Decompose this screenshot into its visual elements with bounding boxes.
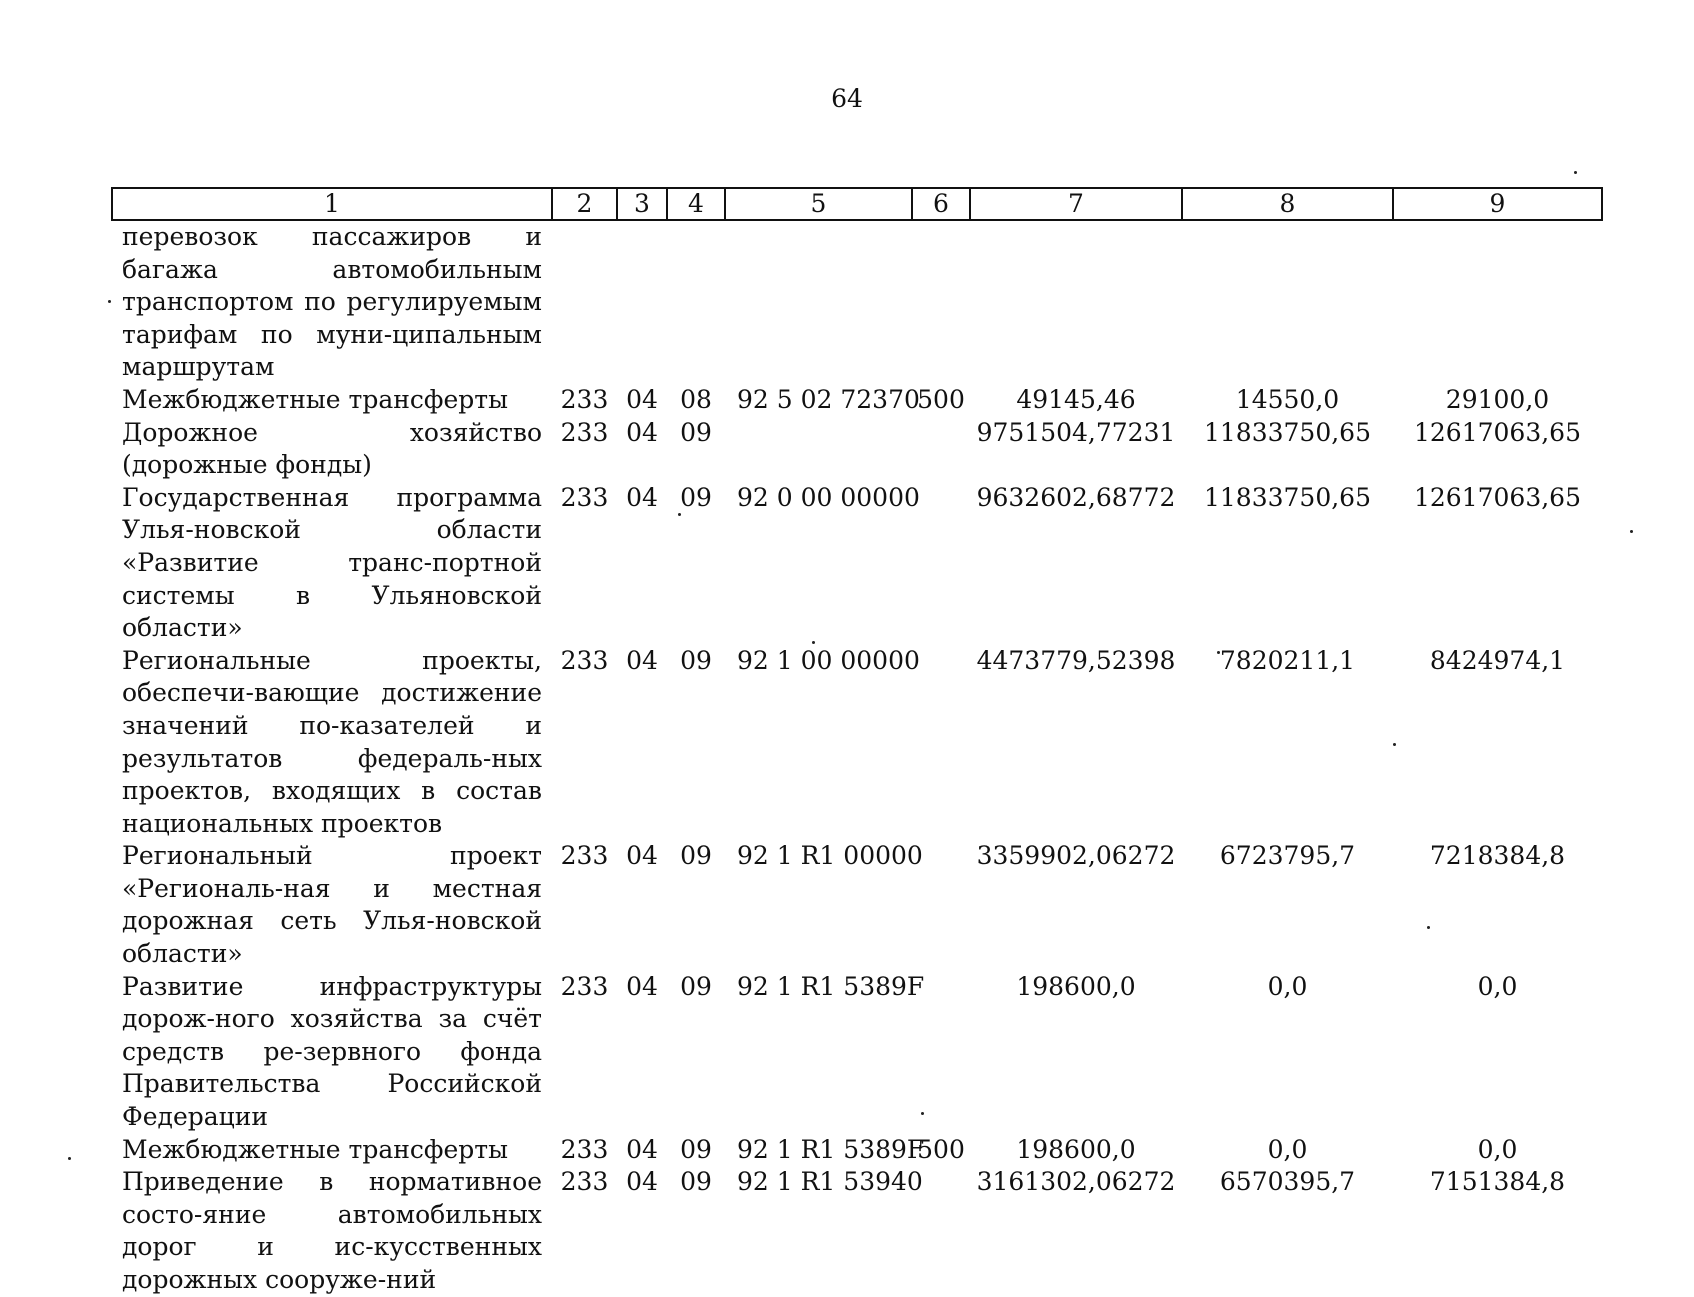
header-cell: 4 <box>667 188 725 220</box>
scan-speck <box>1217 651 1220 654</box>
row-amount-col7: 3359902,06272 <box>976 841 1176 871</box>
row-amount-col7: 9751504,77231 <box>976 417 1176 447</box>
scan-speck <box>1427 926 1430 929</box>
row-amount-col7: 9632602,68772 <box>976 482 1176 512</box>
scan-speck <box>678 513 681 516</box>
row-code-section: 04 <box>626 841 658 871</box>
table-row <box>112 971 1602 1134</box>
row-code-ministry: 233 <box>560 417 609 447</box>
row-amount-col9 <box>1393 220 1602 384</box>
row-description: Межбюджетные трансферты <box>122 1134 509 1164</box>
row-amount-col8: 11833750,65 <box>1203 482 1371 512</box>
table-row <box>112 384 1602 417</box>
row-code-expense-type: 500 <box>917 384 965 414</box>
row-amount-col9: 12617063,65 <box>1413 482 1581 512</box>
row-amount-col7: 4473779,52398 <box>976 645 1176 675</box>
row-amount-col7: 49145,46 <box>1016 384 1136 414</box>
row-amount-col8 <box>1182 220 1393 384</box>
header-row <box>112 188 1602 220</box>
table-row <box>112 220 1602 384</box>
scan-speck <box>1393 743 1396 746</box>
page-number: 64 <box>831 84 863 113</box>
row-code-target: 92 1 R1 5389F <box>737 1134 925 1164</box>
row-code-section: 04 <box>626 384 658 414</box>
table-row <box>112 840 1602 970</box>
row-amount-col9: 8424974,1 <box>1429 645 1566 675</box>
header-cell: 6 <box>912 188 970 220</box>
row-code-target: 92 5 02 72370 <box>737 384 920 414</box>
table-row <box>112 1166 1602 1296</box>
row-amount-col7: 198600,0 <box>1016 1134 1136 1164</box>
row-code-subsection: 08 <box>680 384 712 414</box>
row-code-subsection: 09 <box>680 417 712 447</box>
row-code-target: 92 1 R1 00000 <box>737 841 923 871</box>
row-code-section: 04 <box>626 645 658 675</box>
row-code-ministry: 233 <box>560 645 609 675</box>
table-row <box>112 1134 1602 1167</box>
row-code-ministry: 233 <box>560 971 609 1001</box>
row-code-ministry: 233 <box>560 1167 609 1197</box>
row-code-section: 04 <box>626 482 658 512</box>
row-code-target: 92 1 R1 5389F <box>737 971 925 1001</box>
row-code-expense-type <box>912 645 970 841</box>
row-code-expense-type <box>912 482 970 645</box>
scan-speck <box>812 641 815 644</box>
row-description: перевозок пассажиров и багажа автомобильным транспортом по регулируемым тарифам по муни-ципальным маршрутам <box>122 222 542 382</box>
row-amount-col7: 198600,0 <box>1016 971 1136 1001</box>
row-code-ministry: 233 <box>560 841 609 871</box>
row-amount-col8: 6570395,7 <box>1219 1167 1356 1197</box>
row-code-subsection: 09 <box>680 645 712 675</box>
row-description: Региональные проекты, обеспечи-вающие достижение значений по-казателей и результатов федераль-ных проектов, входящих в состав национальных проектов <box>122 645 542 838</box>
header-cell: 1 <box>112 188 552 220</box>
row-code-ministry: 233 <box>560 482 609 512</box>
row-amount-col8: 0,0 <box>1267 1134 1308 1164</box>
row-amount-col9: 0,0 <box>1477 1134 1518 1164</box>
scan-speck <box>921 1112 924 1115</box>
row-code-subsection <box>667 220 725 384</box>
row-code-section: 04 <box>626 971 658 1001</box>
row-code-subsection: 09 <box>680 971 712 1001</box>
row-code-target: 92 1 00 00000 <box>737 645 920 675</box>
row-code-ministry: 233 <box>560 384 609 414</box>
row-code-subsection: 09 <box>680 841 712 871</box>
budget-table <box>111 187 1603 1297</box>
row-description: Региональный проект «Региональ-ная и местная дорожная сеть Улья-новской области» <box>122 841 542 969</box>
scan-speck <box>1630 530 1633 533</box>
row-code-target: 92 0 00 00000 <box>737 482 920 512</box>
row-code-ministry: 233 <box>560 1134 609 1164</box>
header-cell: 8 <box>1182 188 1393 220</box>
row-code-target: 92 1 R1 53940 <box>737 1167 923 1197</box>
row-amount-col8: 6723795,7 <box>1219 841 1356 871</box>
row-code-expense-type: 500 <box>917 1134 965 1164</box>
row-code-subsection: 09 <box>680 482 712 512</box>
row-amount-col9: 29100,0 <box>1445 384 1550 414</box>
row-code-subsection: 09 <box>680 1167 712 1197</box>
row-amount-col8: 11833750,65 <box>1203 417 1371 447</box>
row-code-section: 04 <box>626 1167 658 1197</box>
header-cell: 2 <box>552 188 617 220</box>
header-cell: 3 <box>617 188 667 220</box>
row-amount-col9: 12617063,65 <box>1413 417 1581 447</box>
row-amount-col8: 14550,0 <box>1235 384 1340 414</box>
row-amount-col7: 3161302,06272 <box>976 1167 1176 1197</box>
row-code-expense-type <box>912 220 970 384</box>
table-row <box>112 645 1602 841</box>
scan-speck <box>1574 171 1577 174</box>
row-code-section <box>617 220 667 384</box>
row-amount-col9: 7151384,8 <box>1429 1167 1566 1197</box>
row-description: Межбюджетные трансферты <box>122 384 509 414</box>
scan-speck <box>108 300 111 303</box>
row-amount-col9: 7218384,8 <box>1429 841 1566 871</box>
row-code-section: 04 <box>626 417 658 447</box>
row-amount-col9: 0,0 <box>1477 971 1518 1001</box>
table-row <box>112 417 1602 482</box>
row-description: Дорожное хозяйство (дорожные фонды) <box>122 417 542 480</box>
row-description: Государственная программа Улья-новской области «Развитие транс-портной системы в Ульяновской области» <box>122 482 542 643</box>
row-description: Развитие инфраструктуры дорож-ного хозяйства за счёт средств ре-зервного фонда Правительства Российской Федерации <box>122 971 542 1132</box>
row-code-ministry <box>552 220 617 384</box>
row-amount-col7 <box>970 220 1182 384</box>
row-amount-col8: 0,0 <box>1267 971 1308 1001</box>
row-code-section: 04 <box>626 1134 658 1164</box>
scan-speck <box>68 1157 71 1160</box>
row-code-subsection: 09 <box>680 1134 712 1164</box>
row-description: Приведение в нормативное состо-яние автомобильных дорог и ис-кусственных дорожных сооруже-ний <box>122 1167 542 1294</box>
table-row <box>112 482 1602 645</box>
header-cell: 9 <box>1393 188 1602 220</box>
row-amount-col8: 7820211,1 <box>1219 645 1356 675</box>
header-cell: 7 <box>970 188 1182 220</box>
row-code-expense-type <box>912 417 970 482</box>
row-code-target <box>725 417 912 482</box>
row-code-target <box>725 220 912 384</box>
header-cell: 5 <box>725 188 912 220</box>
